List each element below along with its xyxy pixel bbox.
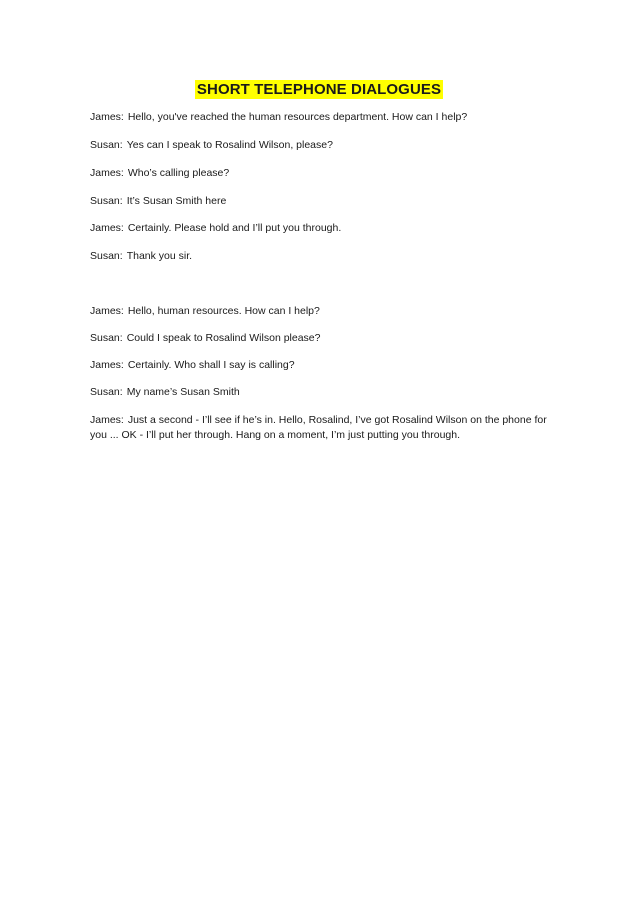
line-text: Could I speak to Rosalind Wilson please? xyxy=(126,332,321,344)
speaker-label: James: xyxy=(90,359,124,371)
dialogue-line xyxy=(90,194,560,209)
dialogue-line xyxy=(90,110,560,125)
document-title: SHORT TELEPHONE DIALOGUES xyxy=(196,81,442,98)
speaker-label: Susan: xyxy=(90,195,123,207)
dialogue-line xyxy=(90,221,560,236)
dialogue-line xyxy=(90,166,560,181)
line-text: Thank you sir. xyxy=(126,250,193,262)
speaker-label: James: xyxy=(90,111,124,123)
line-text: Certainly. Please hold and I’ll put you through. xyxy=(127,222,342,234)
speaker-label: Susan: xyxy=(90,139,123,151)
line-text: Certainly. Who shall I say is calling? xyxy=(127,359,295,371)
line-text: Just a second - I’ll see if he’s in. Hello, Rosalind, I’ve got Rosalind Wilson on the phone for you ... OK - I’ll put her through. Hang on a moment, I’m just putting you through. xyxy=(90,414,547,441)
dialogue-line xyxy=(90,304,560,319)
dialogue-line xyxy=(90,385,560,400)
line-text: Yes can I speak to Rosalind Wilson, please? xyxy=(126,139,333,151)
speaker-label: Susan: xyxy=(90,386,123,398)
line-text: My name’s Susan Smith xyxy=(126,386,240,398)
dialogue-line xyxy=(90,413,560,443)
speaker-label: Susan: xyxy=(90,332,123,344)
dialogue-line xyxy=(90,249,560,264)
speaker-label: James: xyxy=(90,414,124,426)
speaker-label: James: xyxy=(90,305,124,317)
speaker-label: Susan: xyxy=(90,250,123,262)
dialogue-line xyxy=(90,331,560,346)
line-text: Hello, you've reached the human resources department. How can I help? xyxy=(127,111,468,123)
dialogue-line xyxy=(90,138,560,153)
dialogue-line xyxy=(90,358,560,373)
line-text: Hello, human resources. How can I help? xyxy=(127,305,320,317)
speaker-label: James: xyxy=(90,222,124,234)
line-text: Who’s calling please? xyxy=(127,167,230,179)
title-container xyxy=(0,80,638,99)
line-text: It’s Susan Smith here xyxy=(126,195,227,207)
speaker-label: James: xyxy=(90,167,124,179)
